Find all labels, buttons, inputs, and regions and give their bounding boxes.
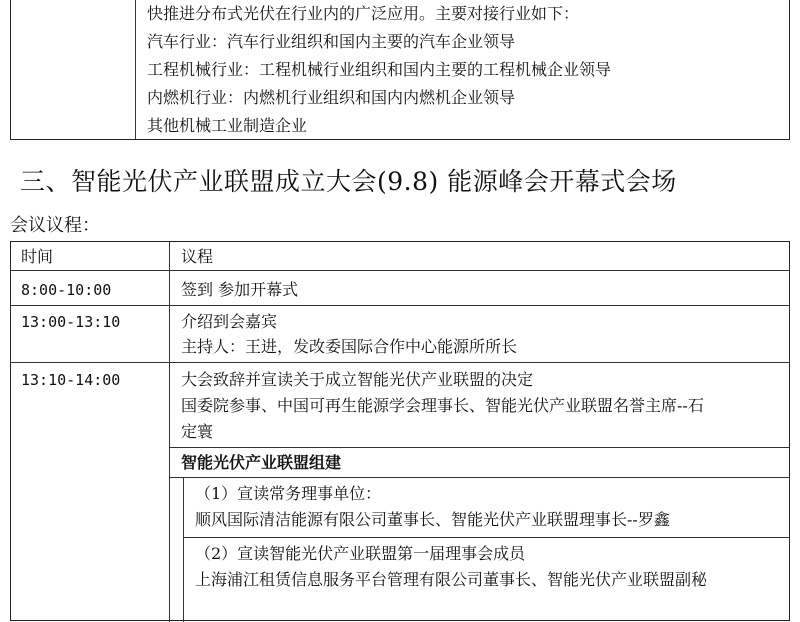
sub-item-2-line-2: 上海浦江租赁信息服务平台管理有限公司董事长、智能光伏产业联盟副秘 bbox=[195, 570, 708, 589]
row-border bbox=[11, 305, 789, 306]
sub-item-2-line-1: （2）宣读智能光伏产业联盟第一届理事会成员 bbox=[195, 544, 526, 563]
row-3-time: 13:10-14:00 bbox=[21, 371, 121, 389]
header-item: 议程 bbox=[181, 247, 214, 266]
top-line-1: 快推进分布式光伏在行业内的广泛应用。主要对接行业如下： bbox=[147, 4, 580, 23]
top-line-4: 内燃机行业：内燃机行业组织和国内内燃机企业领导 bbox=[147, 88, 516, 107]
row-3-item-line-3: 定寰 bbox=[181, 422, 214, 441]
row-2-time: 13:00-13:10 bbox=[21, 313, 121, 331]
sub-item-1-line-1: （1）宣读常务理事单位： bbox=[195, 484, 382, 503]
row-2-item-line-2: 主持人：王进，发改委国际合作中心能源所所长 bbox=[181, 337, 518, 356]
top-line-3: 工程机械行业：工程机械行业组织和国内主要的工程机械企业领导 bbox=[147, 60, 612, 79]
top-line-5: 其他机械工业制造企业 bbox=[147, 116, 308, 135]
row-border bbox=[169, 447, 789, 448]
row-1-item: 签到 参加开幕式 bbox=[181, 280, 299, 299]
row-border bbox=[11, 362, 789, 363]
agenda-label: 会议议程： bbox=[10, 215, 100, 236]
row-border bbox=[169, 477, 789, 478]
sub-item-left-border bbox=[183, 537, 184, 622]
subsection-title: 智能光伏产业联盟组建 bbox=[181, 453, 342, 472]
row-border bbox=[11, 270, 789, 271]
agenda-column-divider bbox=[169, 242, 170, 622]
top-line-2: 汽车行业：汽车行业组织和国内主要的汽车企业领导 bbox=[147, 32, 516, 51]
row-border bbox=[183, 537, 789, 538]
row-2-item-line-1: 介绍到会嘉宾 bbox=[181, 312, 278, 331]
row-1-time: 8:00-10:00 bbox=[21, 281, 112, 299]
row-3-item-line-1: 大会致辞并宣读关于成立智能光伏产业联盟的决定 bbox=[181, 370, 534, 389]
sub-item-left-border bbox=[183, 477, 184, 537]
row-3-item-line-2: 国委院参事、中国可再生能源学会理事长、智能光伏产业联盟名誉主席--石 bbox=[181, 396, 704, 415]
agenda-table bbox=[10, 241, 790, 621]
header-time: 时间 bbox=[21, 247, 54, 266]
top-table bbox=[10, 0, 790, 140]
section-heading: 三、智能光伏产业联盟成立大会(9.8) 能源峰会开幕式会场 bbox=[20, 167, 677, 196]
column-divider bbox=[135, 0, 136, 139]
sub-item-1-line-2: 顺风国际清洁能源有限公司董事长、智能光伏产业联盟理事长--罗鑫 bbox=[195, 510, 670, 529]
